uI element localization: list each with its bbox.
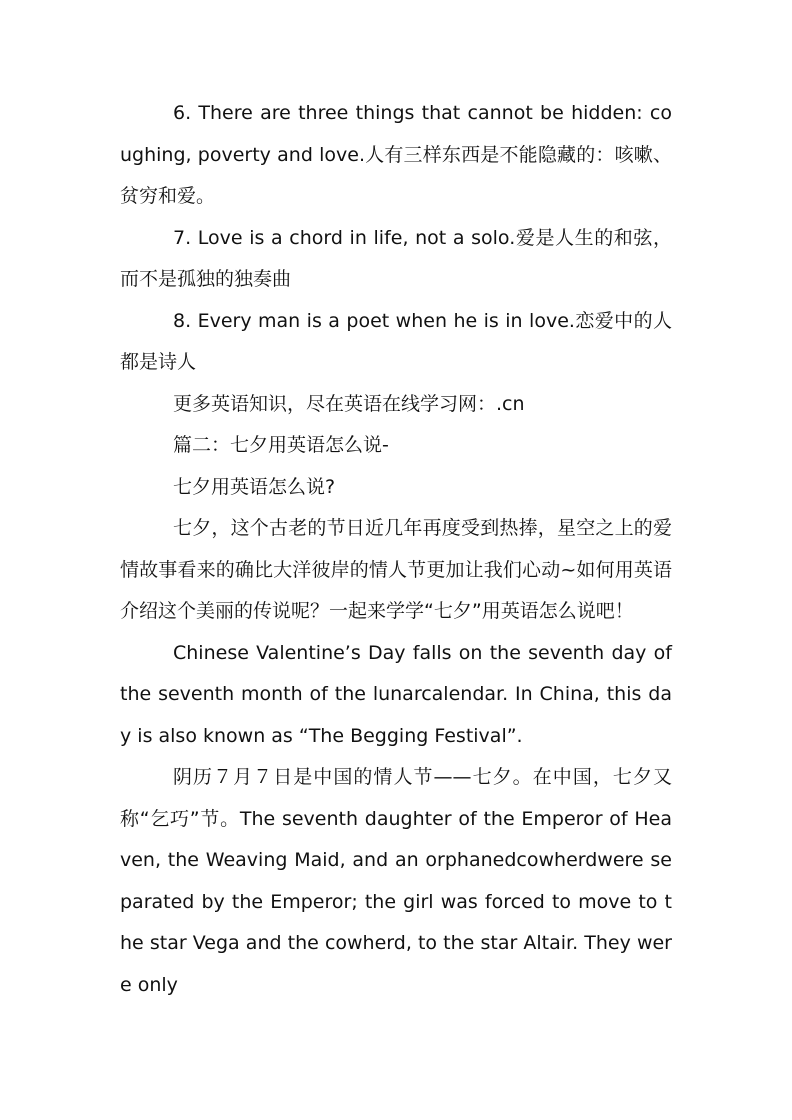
document-page [120,93,672,1006]
section-heading: 篇二：七夕用英语怎么说- [173,434,389,456]
paragraph-intro: 七夕，这个古老的节日近几年再度受到热捧，星空之上的爱情故事看来的确比大洋彼岸的情人节更加让我们心动~如何用英语介绍这个美丽的传说呢？一起来学学“七夕”用英语怎么说吧！ [120,517,672,622]
section-subheading: 七夕用英语怎么说? [173,475,336,498]
paragraph-quote-8: 8. Every man is a poet when he is in love.恋爱中的人都是诗人 [120,309,672,373]
paragraph-website-note: 更多英语知识，尽在英语在线学习网：.cn [173,392,525,415]
paragraph-quote-6: 6. There are three things that cannot be hidden: coughing, poverty and love.人有三样东西是不能隐藏的：咳嗽、贫穷和爱。 [120,102,672,207]
paragraph-legend: 阴历７月７日是中国的情人节——七夕。在中国，七夕又称“乞巧”节。The seventh daughter of the Emperor of Heaven, the Weaving Maid, and an orphanedcowherdwere separated by the Emperor; the girl was forced to move to the star Vega and the cowherd, to the star Altair. They were only [120,766,672,996]
paragraph-quote-7: 7. Love is a chord in life, not a solo.爱是人生的和弦，而不是孤独的独奏曲 [120,226,672,290]
paragraph-english-intro: Chinese Valentine’s Day falls on the seventh day of the seventh month of the lunarcalendar. In China, this day is also known as “The Begging Festival”. [120,641,672,747]
